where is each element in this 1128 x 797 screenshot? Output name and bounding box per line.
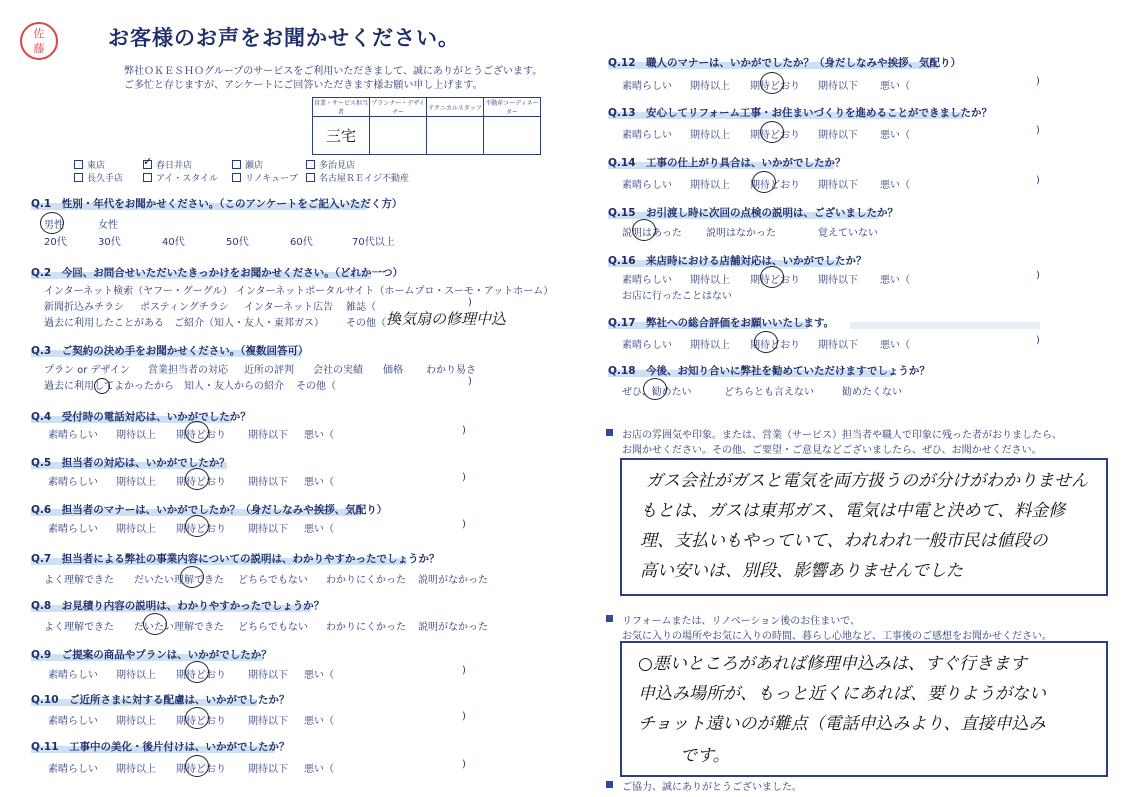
q10-opt-above[interactable]: 期待以上 <box>116 716 156 727</box>
staff-col-technical: テクニカルスタッフ <box>427 98 484 117</box>
free2-prompt-2: お気に入りの場所やお気に入りの時間、暮らし心地など、工事後のご感想をお聞かせください。 <box>622 631 1052 642</box>
q15-label: Q.15 お引渡し時に次回の点検の説明は、ございましたか？ <box>608 207 899 219</box>
free2-line-1: ○悪いところがあれば修理申込みは、すぐ行きます <box>638 654 1027 674</box>
q8-opt-2[interactable]: だいたい理解できた <box>134 622 224 633</box>
staff-planner-name[interactable] <box>370 117 427 155</box>
q13-opt-bad[interactable]: 悪い（ <box>880 130 910 141</box>
store-checkbox-kasugai[interactable]: ✓ 春日井店 <box>143 155 193 171</box>
q2-magazine-close: ) <box>468 297 472 308</box>
q12-close: ) <box>1036 76 1040 87</box>
answer-circle <box>185 707 209 729</box>
q11-opt-above[interactable]: 期待以上 <box>116 764 156 775</box>
q16-opt-bad[interactable]: 悪い（ <box>880 275 910 286</box>
store-checkbox-tajimi[interactable]: 多治見店 <box>306 158 355 171</box>
q1-age-60[interactable]: 60代 <box>290 237 313 248</box>
q9-opt-bad[interactable]: 悪い（ <box>304 670 334 681</box>
q14-opt-bad[interactable]: 悪い（ <box>880 180 910 191</box>
q14-opt-expected[interactable]: 期待どおり <box>750 180 800 191</box>
q7-opt-2[interactable]: だいたい理解できた <box>134 575 224 586</box>
q10-opt-below[interactable]: 期待以下 <box>248 716 288 727</box>
q3-opt-clarity[interactable]: わかり易さ <box>426 365 476 376</box>
answer-circle <box>94 378 110 394</box>
q10-opt-expected[interactable]: 期待どおり <box>176 716 226 727</box>
q3-opt-staff[interactable]: 営業担当者の対応 <box>148 365 228 376</box>
free1-line-2: もとは、ガスは東邦ガス、電気は中電と決めて、料金修 <box>640 501 1066 521</box>
q2-other-handwritten[interactable]: 換気扇の修理中込 <box>386 310 507 328</box>
q2-opt-portal[interactable]: インターネットポータルサイト（ホームプロ・スーモ・アットホーム） <box>236 286 554 297</box>
q3-other-close: ) <box>468 376 472 387</box>
answer-circle <box>185 421 209 443</box>
q5-opt-expected[interactable]: 期待どおり <box>176 477 226 488</box>
store-checkbox-renocube[interactable]: リノキューブ <box>232 171 298 184</box>
q15-opt-3[interactable]: 覚えていない <box>818 228 878 239</box>
q6-opt-excellent[interactable]: 素晴らしい <box>48 524 98 535</box>
q2-opt-magazine[interactable]: 雑誌（ <box>346 302 376 313</box>
q11-opt-expected[interactable]: 期待どおり <box>176 764 226 775</box>
q6-opt-expected[interactable]: 期待どおり <box>176 524 226 535</box>
q15-opt-1[interactable]: 説明はあった <box>622 228 682 239</box>
answer-circle <box>632 219 656 241</box>
q16-opt-never-visited[interactable]: お店に行ったことはない <box>622 291 732 302</box>
q6-opt-above[interactable]: 期待以上 <box>116 524 156 535</box>
store-checkbox-istyle[interactable]: アイ・スタイル <box>143 171 218 184</box>
q1-age-20[interactable]: 20代 <box>44 237 67 248</box>
q8-opt-5[interactable]: 説明がなかった <box>418 622 488 633</box>
q2-opt-other[interactable]: その他（ <box>346 318 386 329</box>
q4-opt-excellent[interactable]: 素晴らしい <box>48 430 98 441</box>
q9-opt-above[interactable]: 期待以上 <box>116 670 156 681</box>
q12-opt-excellent[interactable]: 素晴らしい <box>622 81 672 92</box>
q2-opt-search[interactable]: インターネット検索（ヤフー・グーグル） <box>44 286 233 297</box>
q1-label: Q.1 性別・年代をお聞かせください。（このアンケートをご記入いただく方） <box>31 198 403 210</box>
free2-line-3: チョット遠いのが難点（電話申込みより、直接申込み <box>638 714 1046 734</box>
q1-age-40[interactable]: 40代 <box>162 237 185 248</box>
q9-opt-expected[interactable]: 期待どおり <box>176 670 226 681</box>
q16-opt-above[interactable]: 期待以上 <box>690 275 730 286</box>
q2-opt-past[interactable]: 過去に利用したことがある <box>44 318 164 329</box>
q4-close: ) <box>462 425 466 436</box>
bullet-square-icon <box>606 615 613 622</box>
q6-label: Q.6 担当者のマナーは、いかがでしたか？（身だしなみや挨拶、気配り） <box>31 504 388 516</box>
bullet-square-icon <box>606 781 613 788</box>
q7-opt-3[interactable]: どちらでもない <box>238 575 308 586</box>
q18-opt-3[interactable]: 勧めたくない <box>842 387 902 398</box>
q17-label: Q.17 弊社への総合評価をお願いいたします。 <box>608 317 835 329</box>
q7-opt-4[interactable]: わかりにくかった <box>326 575 406 586</box>
intro-line-2: ご多忙と存じますが、アンケートにご回答いただきます様お願い申し上げます。 <box>124 80 483 91</box>
q18-label: Q.18 今後、お知り合いに弊社を勧めていただけますでしょうか？ <box>608 365 930 377</box>
answer-circle <box>760 266 784 288</box>
q6-opt-below[interactable]: 期待以下 <box>248 524 288 535</box>
store-checkbox-seto[interactable]: 瀬店 <box>232 158 263 171</box>
q13-opt-excellent[interactable]: 素晴らしい <box>622 130 672 141</box>
staff-table <box>312 97 541 155</box>
answer-circle <box>40 212 64 234</box>
answer-circle <box>143 613 167 635</box>
q4-opt-bad[interactable]: 悪い（ <box>304 430 334 441</box>
answer-circle <box>185 468 209 490</box>
q2-opt-newspaper[interactable]: 新聞折込みチラシ <box>44 302 124 313</box>
free1-prompt-1: お店の雰囲気や印象。または、営業（サービス）担当者や職人で印象に残った者がおりましたら、 <box>622 430 1062 441</box>
staff-technical-name[interactable] <box>427 117 484 155</box>
answer-circle <box>760 72 784 94</box>
q11-opt-excellent[interactable]: 素晴らしい <box>48 764 98 775</box>
seal-stamp <box>20 22 58 60</box>
q14-close: ) <box>1036 175 1040 186</box>
q4-opt-expected[interactable]: 期待どおり <box>176 430 226 441</box>
q11-close: ) <box>462 759 466 770</box>
store-checkbox-nagakute[interactable]: 長久手店 <box>74 171 123 184</box>
free1-comment-box[interactable] <box>620 458 1108 596</box>
q10-opt-excellent[interactable]: 素晴らしい <box>48 716 98 727</box>
q3-opt-record[interactable]: 会社の実績 <box>313 365 363 376</box>
q9-opt-excellent[interactable]: 素晴らしい <box>48 670 98 681</box>
q4-label: Q.4 受付時の電話対応は、いかがでしたか？ <box>31 411 251 423</box>
q8-opt-1[interactable]: よく理解できた <box>44 622 114 633</box>
q18-opt-2[interactable]: どちらとも言えない <box>724 387 814 398</box>
answer-circle <box>185 515 209 537</box>
staff-col-planner: プランナー・デザイナー <box>370 98 427 117</box>
q14-opt-above[interactable]: 期待以上 <box>690 180 730 191</box>
answer-circle <box>643 378 667 400</box>
q17-opt-expected[interactable]: 期待どおり <box>750 340 800 351</box>
q2-opt-posting[interactable]: ポスティングチラシ <box>140 302 229 313</box>
q13-opt-above[interactable]: 期待以上 <box>690 130 730 141</box>
q16-opt-excellent[interactable]: 素晴らしい <box>622 275 672 286</box>
q1-age-50[interactable]: 50代 <box>226 237 249 248</box>
q3-opt-other[interactable]: その他（ <box>296 381 336 392</box>
q2-opt-referral[interactable]: ご紹介（知人・友人・東邦ガス） <box>174 318 324 329</box>
answer-circle <box>760 121 784 143</box>
free2-comment-box[interactable] <box>620 641 1108 777</box>
q14-label: Q.14 工事の仕上がり具合は、いかがでしたか？ <box>608 157 846 169</box>
q14-opt-below[interactable]: 期待以下 <box>818 180 858 191</box>
q10-close: ) <box>462 711 466 722</box>
staff-realestate-name[interactable] <box>484 117 541 155</box>
staff-col-sales: 営業・サービス担当者 <box>313 98 370 117</box>
footer-thanks: ご協力、誠にありがとうございました。 <box>622 782 802 793</box>
store-checkbox-nagoya-re[interactable]: 名古屋ＲＥイジ不動産 <box>306 171 409 184</box>
q13-opt-expected[interactable]: 期待どおり <box>750 130 800 141</box>
q2-label: Q.2 今回、お問合せいただいたきっかけをお聞かせください。（どれか一つ） <box>31 267 403 279</box>
q15-opt-2[interactable]: 説明はなかった <box>706 228 776 239</box>
free1-line-4: 高い安いは、別段、影響ありませんでした <box>640 561 963 581</box>
q13-label: Q.13 安心してリフォーム工事・お住まいづくりを進めることができましたか？ <box>608 107 993 119</box>
q10-label: Q.10 ご近所さまに対する配慮は、いかがでしたか？ <box>31 694 290 706</box>
q17-opt-above[interactable]: 期待以上 <box>690 340 730 351</box>
seal-stamp-text: 佐藤 <box>33 27 45 55</box>
q12-opt-below[interactable]: 期待以下 <box>818 81 858 92</box>
answer-circle <box>180 566 204 588</box>
q13-close: ) <box>1036 125 1040 136</box>
q8-opt-3[interactable]: どちらでもない <box>238 622 308 633</box>
q12-opt-above[interactable]: 期待以上 <box>690 81 730 92</box>
q7-label: Q.7 担当者による弊社の事業内容についての説明は、わかりやすかったでしょうか？ <box>31 553 440 565</box>
free2-line-4: です。 <box>680 746 730 766</box>
q9-close: ) <box>462 665 466 676</box>
q9-label: Q.9 ご提案の商品やプランは、いかがでしたか？ <box>31 649 272 661</box>
q17-bar-faint <box>850 322 1040 329</box>
answer-circle <box>185 755 209 777</box>
q16-opt-expected[interactable]: 期待どおり <box>750 275 800 286</box>
free1-line-3: 理、支払いもやっていて、われわれ一般市民は値段の <box>640 531 1048 551</box>
q5-close: ) <box>462 472 466 483</box>
q18-opt-1[interactable]: ぜひ、勧めたい <box>622 387 692 398</box>
store-checkbox-higashi[interactable]: 東店 <box>74 158 105 171</box>
q3-label: Q.3 ご契約の決め手をお聞かせください。（複数回答可） <box>31 345 309 357</box>
q17-close: ) <box>1036 335 1040 346</box>
q17-opt-excellent[interactable]: 素晴らしい <box>622 340 672 351</box>
q10-opt-bad[interactable]: 悪い（ <box>304 716 334 727</box>
q1-gender-female[interactable]: 女性 <box>98 220 118 231</box>
q4-opt-above[interactable]: 期待以上 <box>116 430 156 441</box>
q2-opt-webad[interactable]: インターネット広告 <box>244 302 334 313</box>
bullet-square-icon <box>606 429 613 436</box>
answer-circle <box>754 331 778 353</box>
free1-line-1: ガス会社がガスと電気を両方扱うのが分けがわかりません <box>646 471 1088 491</box>
q17-opt-bad[interactable]: 悪い（ <box>880 340 910 351</box>
q5-opt-below[interactable]: 期待以下 <box>248 477 288 488</box>
q7-opt-5[interactable]: 説明がなかった <box>418 575 488 586</box>
q11-opt-bad[interactable]: 悪い（ <box>304 764 334 775</box>
intro-line-1: 弊社ＯＫＥＳＨＯグループのサービスをご利用いただきまして、誠にありがとうございます。 <box>124 66 543 77</box>
q3-opt-price[interactable]: 価格 <box>383 365 403 376</box>
q12-opt-expected[interactable]: 期待どおり <box>750 81 800 92</box>
q11-label: Q.11 工事中の美化・後片付けは、いかがでしたか？ <box>31 741 290 753</box>
q4-opt-below[interactable]: 期待以下 <box>248 430 288 441</box>
q6-opt-bad[interactable]: 悪い（ <box>304 524 334 535</box>
answer-circle <box>752 171 776 193</box>
q13-opt-below[interactable]: 期待以下 <box>818 130 858 141</box>
q11-opt-below[interactable]: 期待以下 <box>248 764 288 775</box>
q3-opt-friend[interactable]: 知人・友人からの紹介 <box>184 381 284 392</box>
q16-label: Q.16 来店時における店舗対応は、いかがでしたか？ <box>608 255 867 267</box>
page-title: お客様のお声をお聞かせください。 <box>108 26 460 50</box>
q1-age-30[interactable]: 30代 <box>98 237 121 248</box>
q5-opt-bad[interactable]: 悪い（ <box>304 477 334 488</box>
q1-gender-male[interactable]: 男性 <box>44 220 64 231</box>
q16-opt-below[interactable]: 期待以下 <box>818 275 858 286</box>
q5-opt-above[interactable]: 期待以上 <box>116 477 156 488</box>
q1-age-70[interactable]: 70代以上 <box>352 237 395 248</box>
q3-opt-past[interactable]: 過去に利用してよかったから <box>44 381 174 392</box>
q5-label: Q.5 担当者の対応は、いかがでしたか？ <box>31 457 230 469</box>
q17-opt-below[interactable]: 期待以下 <box>818 340 858 351</box>
q5-opt-excellent[interactable]: 素晴らしい <box>48 477 98 488</box>
staff-col-realestate: 不動産コーディネーター <box>484 98 541 117</box>
q6-close: ) <box>462 519 466 530</box>
q3-opt-reputation[interactable]: 近所の評判 <box>244 365 294 376</box>
q7-opt-1[interactable]: よく理解できた <box>44 575 114 586</box>
q8-label: Q.8 お見積り内容の説明は、わかりやすかったでしょうか？ <box>31 600 325 612</box>
free1-prompt-2: お聞かせください。その他、ご要望・ご意見などございましたら、ぜひ、お聞かせください。 <box>622 445 1042 456</box>
q3-opt-plan[interactable]: プラン or デザイン <box>44 365 130 376</box>
q12-label: Q.12 職人のマナーは、いかがでしたか？（身だしなみや挨拶、気配り） <box>608 57 962 69</box>
free2-line-2: 申込み場所が、もっと近くにあれば、要りようがない <box>638 684 1046 704</box>
q14-opt-excellent[interactable]: 素晴らしい <box>622 180 672 191</box>
free2-prompt-1: リフォームまたは、リノベーション後のお住まいで、 <box>622 616 861 627</box>
staff-sales-name[interactable]: 三宅 <box>313 117 370 155</box>
answer-circle <box>185 661 209 683</box>
q12-opt-bad[interactable]: 悪い（ <box>880 81 910 92</box>
q16-close: ) <box>1036 270 1040 281</box>
q9-opt-below[interactable]: 期待以下 <box>248 670 288 681</box>
q8-opt-4[interactable]: わかりにくかった <box>326 622 406 633</box>
